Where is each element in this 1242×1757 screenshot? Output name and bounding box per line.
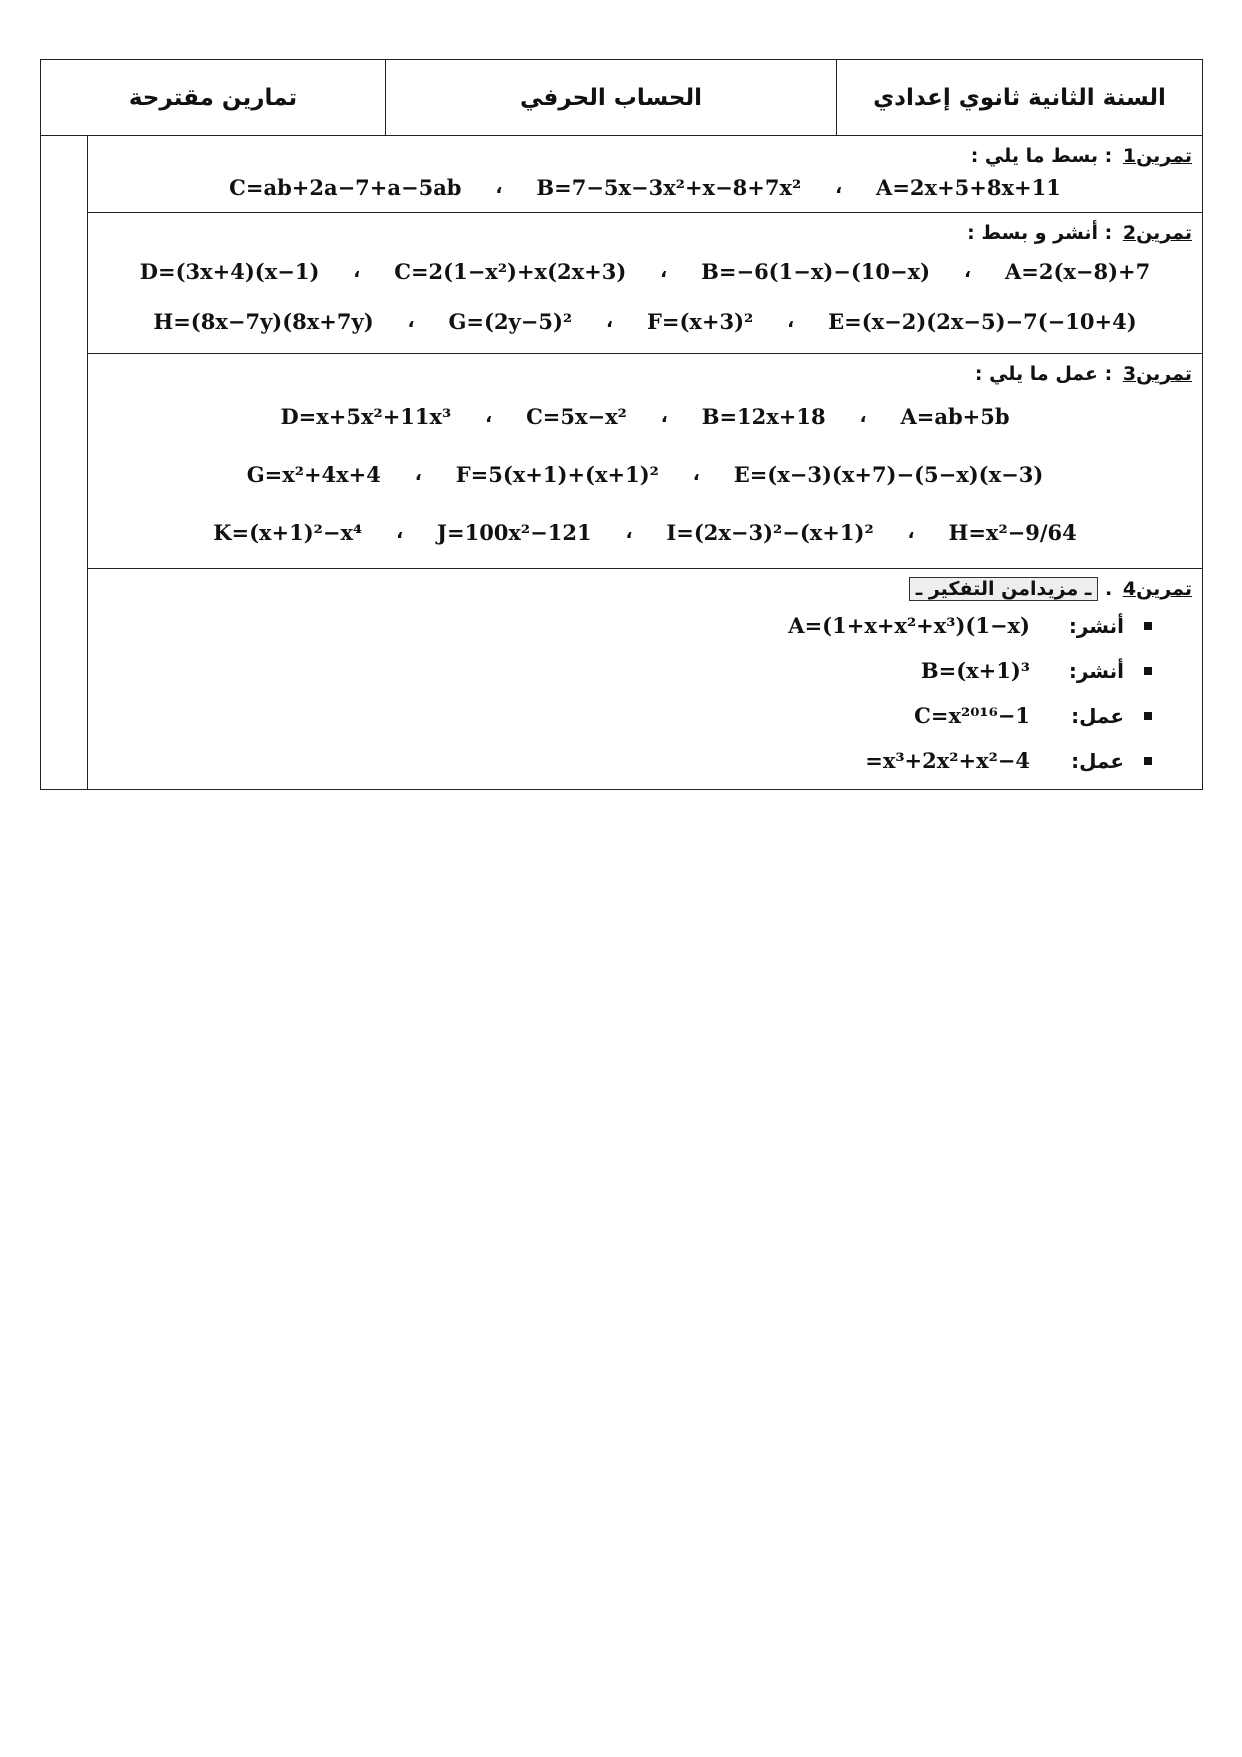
exercise-1-label: تمرين1 [1122, 145, 1192, 167]
separator: ، [495, 177, 503, 198]
header-level: السنة الثانية ثانوي إعدادي [836, 60, 1202, 135]
square-bullet-icon [1144, 712, 1152, 720]
separator: ، [407, 311, 415, 332]
list-item [98, 648, 1152, 693]
list-item [98, 738, 1152, 783]
exercise-2-row-2 [98, 297, 1192, 347]
item-expression: B=(x+1)³ [920, 658, 1030, 683]
header-type: تمارين مقترحة [128, 84, 298, 111]
exercise-3-row-3 [98, 504, 1192, 562]
square-bullet-icon [1144, 667, 1152, 675]
square-bullet-icon [1144, 757, 1152, 765]
expression: K=(x+1)²−x⁴ [213, 520, 363, 545]
separator: ، [660, 261, 668, 282]
exercise-4-title [98, 575, 1192, 603]
separator: ، [964, 261, 971, 282]
exercise-3-label: تمرين3 [1122, 363, 1192, 385]
separator: ، [787, 311, 795, 332]
expression: I=(2x−3)²−(x+1)² [666, 520, 874, 545]
exercise-1 [88, 136, 1202, 213]
header-table [40, 59, 1203, 136]
separator: ، [835, 177, 843, 198]
expression: D=(3x+4)(x−1) [139, 259, 320, 284]
item-label: عمل: [1071, 748, 1124, 773]
exercise-4-boxed-title: ـ مزيدامن التفكير ـ [909, 577, 1099, 601]
exercise-4 [88, 569, 1202, 789]
exercise-2 [88, 213, 1202, 354]
expression: H=x²−9/64 [948, 520, 1077, 545]
separator: ، [859, 406, 867, 427]
separator: ، [485, 406, 493, 427]
expression: C=5x−x² [526, 404, 627, 429]
expression: C=ab+2a−7+a−5ab [229, 175, 462, 200]
exercise-2-title [98, 219, 1192, 247]
exercises-table [40, 136, 1203, 790]
separator: ، [692, 464, 700, 485]
exercise-1-title [98, 142, 1192, 170]
separator: ، [414, 464, 422, 485]
exercise-2-label: تمرين2 [1122, 222, 1192, 244]
expression: B=−6(1−x)−(10−x) [701, 259, 931, 284]
expression: F=(x+3)² [646, 309, 754, 334]
exercises-content [88, 136, 1202, 789]
separator: ، [907, 522, 915, 543]
left-margin-column [41, 136, 88, 789]
exercise-3 [88, 354, 1202, 569]
item-expression: A=(1+x+x²+x³)(1−x) [788, 613, 1030, 638]
expression: A=2(x−8)+7 [1004, 259, 1151, 284]
expression: E=(x−2)(2x−5)−7(−10+4) [828, 309, 1137, 334]
separator: ، [660, 406, 668, 427]
exercise-4-label: تمرين4 [1122, 578, 1192, 600]
expression: A=2x+5+8x+11 [876, 175, 1061, 200]
list-item [98, 603, 1152, 648]
exercise-1-instruction: : بسط ما يلي : [970, 145, 1113, 167]
exercise-1-row-1 [98, 170, 1192, 206]
expression: J=100x²−121 [437, 520, 592, 545]
item-expression: =x³+2x²+x²−4 [865, 748, 1030, 773]
expression: B=7−5x−3x²+x−8+7x² [536, 175, 802, 200]
exercise-2-instruction: : أنشر و بسط : [967, 222, 1113, 244]
exercise-3-row-1 [98, 388, 1192, 446]
separator: ، [396, 522, 404, 543]
expression: G=(2y−5)² [448, 309, 573, 334]
exercise-4-list [98, 603, 1192, 783]
worksheet [40, 59, 1203, 790]
exercise-3-row-2 [98, 446, 1192, 504]
expression: A=ab+5b [900, 404, 1010, 429]
exercise-2-row-1 [98, 247, 1192, 297]
list-item [98, 693, 1152, 738]
exercise-3-instruction: : عمل ما يلي : [974, 363, 1113, 385]
separator: ، [625, 522, 633, 543]
item-label: عمل: [1071, 703, 1124, 728]
item-expression: C=x²⁰¹⁶−1 [914, 703, 1030, 728]
header-topic: الحساب الحرفي [385, 60, 836, 135]
exercise-4-instruction: . [1104, 578, 1113, 600]
expression: F=5(x+1)+(x+1)² [455, 462, 659, 487]
expression: H=(8x−7y)(8x+7y) [153, 309, 374, 334]
expression: B=12x+18 [701, 404, 826, 429]
item-label: أنشر: [1068, 613, 1124, 638]
separator: ، [353, 261, 361, 282]
expression: G=x²+4x+4 [246, 462, 381, 487]
square-bullet-icon [1144, 622, 1152, 630]
expression: E=(x−3)(x+7)−(5−x)(x−3) [733, 462, 1044, 487]
expression: D=x+5x²+11x³ [280, 404, 452, 429]
item-label: أنشر: [1068, 658, 1124, 683]
exercise-3-title [98, 360, 1192, 388]
separator: ، [606, 311, 613, 332]
expression: C=2(1−x²)+x(2x+3) [394, 259, 627, 284]
